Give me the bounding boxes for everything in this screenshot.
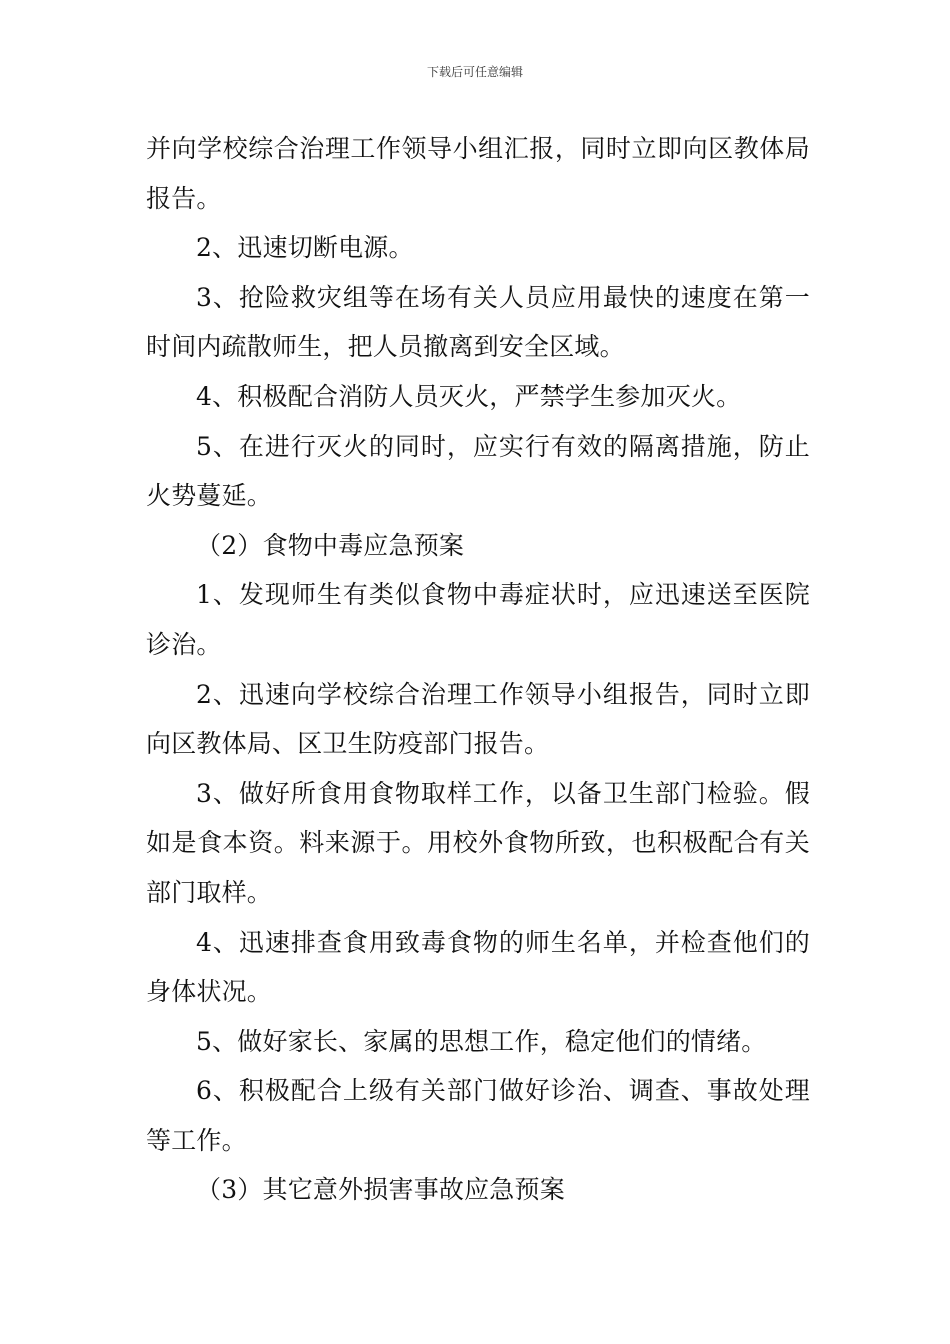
paragraph-item: 6、积极配合上级有关部门做好诊治、调查、事故处理等工作。 — [146, 1076, 810, 1155]
paragraph-continuation: 并向学校综合治理工作领导小组汇报，同时立即向区教体局报告。 — [146, 134, 810, 213]
paragraph-item: 5、在进行灭火的同时，应实行有效的隔离措施，防止火势蔓延。 — [146, 431, 810, 511]
paragraph-item: 1、发现师生有类似食物中毒症状时，应迅速送至医院诊治。 — [146, 580, 810, 659]
paragraph-item: 3、做好所食用食物取样工作，以备卫生部门检验。假如是食本资。料来源于。用校外食物所致，也积极配合有关部门取样。 — [146, 778, 810, 907]
paragraph-item: 5、做好家长、家属的思想工作，稳定他们的情绪。 — [196, 1026, 767, 1056]
paragraph-item: 2、迅速切断电源。 — [196, 233, 414, 263]
paragraph-item: 4、积极配合消防人员灭火，严禁学生参加灭火。 — [196, 381, 742, 411]
page-header: 下载后可任意编辑 — [426, 65, 523, 79]
paragraph-item: 2、迅速向学校综合治理工作领导小组报告，同时立即向区教体局、区卫生防疫部门报告。 — [146, 679, 810, 759]
section-heading: （3）其它意外损害事故应急预案 — [196, 1175, 565, 1205]
paragraph-item: 3、抢险救灾组等在场有关人员应用最快的速度在第一时间内疏散师生，把人员撤离到安全区域。 — [146, 282, 810, 362]
document-body — [146, 124, 810, 1215]
section-heading: （2）食物中毒应急预案 — [196, 530, 465, 560]
paragraph-item: 4、迅速排查食用致毒食物的师生名单，并检查他们的身体状况。 — [146, 927, 810, 1007]
